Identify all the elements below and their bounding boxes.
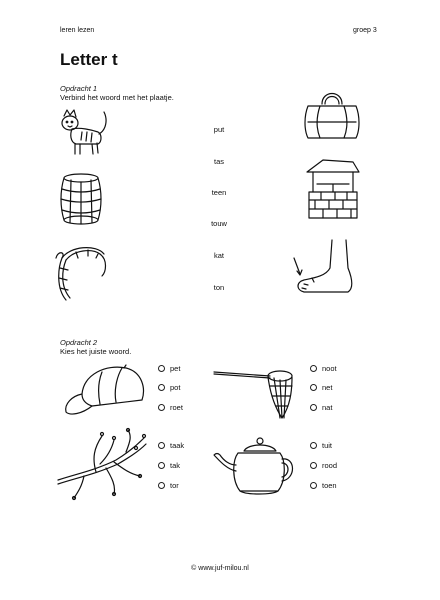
rope-icon[interactable] <box>48 248 113 306</box>
option-label: noot <box>322 364 337 373</box>
match-word[interactable]: ton <box>213 283 225 292</box>
option-tak[interactable] <box>158 461 180 470</box>
radio-button[interactable] <box>310 462 317 469</box>
match-word[interactable]: teen <box>211 188 227 197</box>
match-word[interactable]: kat <box>213 251 224 260</box>
option-label: rood <box>322 461 338 470</box>
option-rood[interactable] <box>310 461 337 470</box>
net-icon[interactable] <box>212 362 297 424</box>
cap-icon[interactable] <box>62 362 150 422</box>
match-word[interactable]: tas <box>213 157 224 166</box>
exercise1-instruction: Verbind het woord met het plaatje. <box>60 93 174 102</box>
match-word[interactable]: touw <box>211 219 227 228</box>
radio-button[interactable] <box>310 442 317 449</box>
option-tuit[interactable] <box>310 441 332 450</box>
option-label: tuit <box>322 441 333 450</box>
option-net[interactable] <box>310 383 332 392</box>
well-icon[interactable] <box>303 158 361 222</box>
exercise2-title: Opdracht 2 <box>60 338 98 347</box>
option-nat[interactable] <box>310 403 332 412</box>
option-label: pot <box>170 383 181 392</box>
radio-button[interactable] <box>310 482 317 489</box>
option-toen[interactable] <box>310 481 337 490</box>
radio-button[interactable] <box>158 482 165 489</box>
option-label: net <box>322 383 333 392</box>
header-right: groep 3 <box>353 27 377 34</box>
option-roet[interactable] <box>158 403 183 412</box>
option-label: pet <box>170 364 181 373</box>
radio-button[interactable] <box>310 404 317 411</box>
exercise1-title: Opdracht 1 <box>60 84 98 93</box>
radio-button[interactable] <box>158 442 165 449</box>
match-word[interactable]: put <box>213 125 225 134</box>
exercise2-instruction: Kies het juiste woord. <box>60 347 132 356</box>
branch-icon[interactable] <box>56 428 148 500</box>
option-label: roet <box>170 403 183 412</box>
header-left: leren lezen <box>60 27 95 34</box>
option-label: tak <box>170 461 181 470</box>
option-pet[interactable] <box>158 364 180 373</box>
option-taak[interactable] <box>158 441 184 450</box>
radio-button[interactable] <box>310 365 317 372</box>
option-noot[interactable] <box>310 364 337 373</box>
radio-button[interactable] <box>158 384 165 391</box>
option-tor[interactable] <box>158 481 179 490</box>
option-label: tor <box>170 481 179 490</box>
option-label: nat <box>322 403 333 412</box>
cat-icon[interactable] <box>58 108 113 160</box>
option-pot[interactable] <box>158 383 180 392</box>
radio-button[interactable] <box>158 365 165 372</box>
page-title: Letter t <box>60 50 118 69</box>
radio-button[interactable] <box>310 384 317 391</box>
barrel-icon[interactable] <box>60 173 102 225</box>
option-label: taak <box>170 441 185 450</box>
bag-icon[interactable] <box>300 88 365 143</box>
foot-icon[interactable] <box>290 238 362 300</box>
teapot-icon[interactable] <box>210 435 298 497</box>
option-label: toen <box>322 481 337 490</box>
footer-credit: © www.juf-milou.nl <box>191 565 249 572</box>
radio-button[interactable] <box>158 462 165 469</box>
radio-button[interactable] <box>158 404 165 411</box>
